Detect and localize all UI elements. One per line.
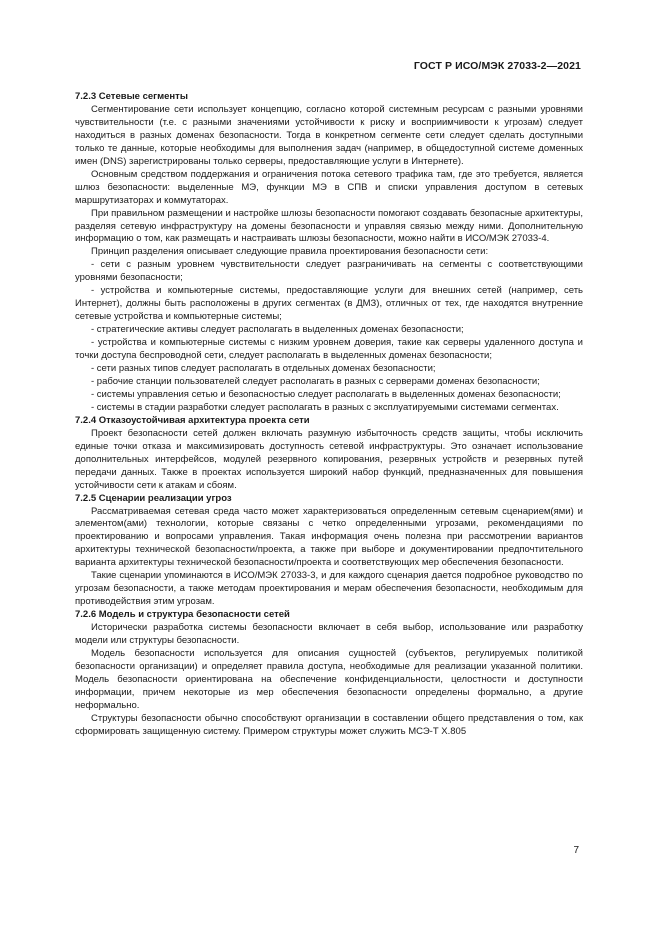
paragraph: Рассматриваемая сетевая среда часто может характеризоваться определенным сетевым сценарием(ями) и элементом(ами) технологии, которые связаны с четко определенными угрозами, рекомендациями по проектированию и вопросами управления. Такая информация очень полезна при рассмотрении вариантов архитектуры технической безопасности/проекта, а также при выборе и документировании предпочтительного варианта архитектуры технической безопасности/проекта и соответствующих мер обеспечения безопасности.	[75, 505, 583, 569]
paragraph: Принцип разделения описывает следующие правила проектирования безопасности сети:	[91, 246, 489, 258]
paragraph: Структуры безопасности обычно способствуют организации в составлении общего представления о том, как сформировать защищенную систему. Примером структуры может служить МСЭ-Т Х.805	[75, 712, 583, 737]
list-item: - системы управления сетью и безопасностью следует располагать в выделенных доменах безопасности;	[91, 388, 561, 400]
list-item: - устройства и компьютерные системы, предоставляющие услуги для внешних сетей (например, сеть Интернет), должны быть расположены в других сегментах (в ДМЗ), отличных от тех, где находятся внутренние сетевые устройства и компьютерные системы;	[75, 285, 583, 323]
document-body	[75, 91, 583, 739]
paragraph: Такие сценарии упоминаются в ИСО/МЭК 27033-3, и для каждого сценария дается подробное руководство по угрозам безопасности, а также методам проектирования и мерам обеспечения безопасности, необходимым для противодействия этим угрозам.	[75, 570, 583, 608]
list-item: - сети разных типов следует располагать в отдельных доменах безопасности;	[91, 363, 436, 375]
list-item: - системы в стадии разработки следует располагать в разных с эксплуатируемыми системами сегментах.	[91, 401, 559, 413]
section-heading: 7.2.3 Сетевые сегменты	[75, 91, 188, 102]
paragraph: Проект безопасности сетей должен включать разумную избыточность средств защиты, чтобы исключить единые точки отказа и максимизировать доступность сетевой инфраструктуры. Это означает использование дополнительных интерфейсов, модулей резервного копирования, резервных устройств и резервных путей передачи данных. Также в проектах используется широкий набор функций, предназначенных для повышения устойчивости сети к атакам и сбоям.	[75, 427, 583, 491]
list-item: - устройства и компьютерные системы с низким уровнем доверия, такие как серверы удаленного доступа и точки доступа беспроводной сети, следует располагать в выделенных доменах безопасности;	[75, 337, 583, 362]
paragraph: Модель безопасности используется для описания сущностей (субъектов, регулируемых политикой безопасности организации) и определяет правила доступа, необходимые для реализации указанной политики. Модель безопасности ориентирована на обеспечение конфиденциальности, целостности и доступности информации, причем некоторые из мер обеспечения безопасности определены формально, а другие неформально.	[75, 647, 583, 711]
paragraph: Исторически разработка системы безопасности включает в себя выбор, использование или разработку модели или структуры безопасности.	[75, 622, 583, 647]
list-item: - сети с разным уровнем чувствительности следует разграничивать на сегменты с соответствующими уровнями безопасности;	[75, 259, 583, 284]
section-heading: 7.2.5 Сценарии реализации угроз	[75, 492, 232, 504]
paragraph: Основным средством поддержания и ограничения потока сетевого трафика там, где это требуется, является шлюз безопасности: выделенные МЭ, функции МЭ в СПВ и списки управления доступом в сетевых маршрутизаторах и коммутаторах.	[75, 168, 583, 206]
list-item: - рабочие станции пользователей следует располагать в разных с серверами доменах безопасности;	[91, 375, 540, 387]
list-item: - стратегические активы следует располагать в выделенных доменах безопасности;	[91, 324, 464, 336]
paragraph: Сегментирование сети использует концепцию, согласно которой системным ресурсам с разными уровнями чувствительности (т.е. с разными значениями устойчивости к риску и восприимчивости к угрозам) следует находиться в разных доменах безопасности. Тогда в конкретном сегменте сети следует сделать доступными только те данные, которые необходимы для выполнения задач (например, в общедоступной системе доменных имен (DNS) зарегистрированы только серверы, предоставляющие услуги в Интернете).	[75, 103, 583, 167]
section-heading: 7.2.6 Модель и структура безопасности сетей	[75, 609, 290, 621]
paragraph: При правильном размещении и настройке шлюзы безопасности помогают создавать безопасные архитектуры, разделяя сетевую инфраструктуру на домены безопасности и управляя связью между ними. Дополнительную информацию о том, как размещать и настраивать шлюзы безопасности, можно найти в ИСО/МЭК 27033-4.	[75, 207, 583, 245]
page-number: 7	[573, 845, 579, 856]
section-heading: 7.2.4 Отказоустойчивая архитектура проекта сети	[75, 414, 310, 426]
document-header: ГОСТ Р ИСО/МЭК 27033-2—2021	[413, 60, 581, 72]
